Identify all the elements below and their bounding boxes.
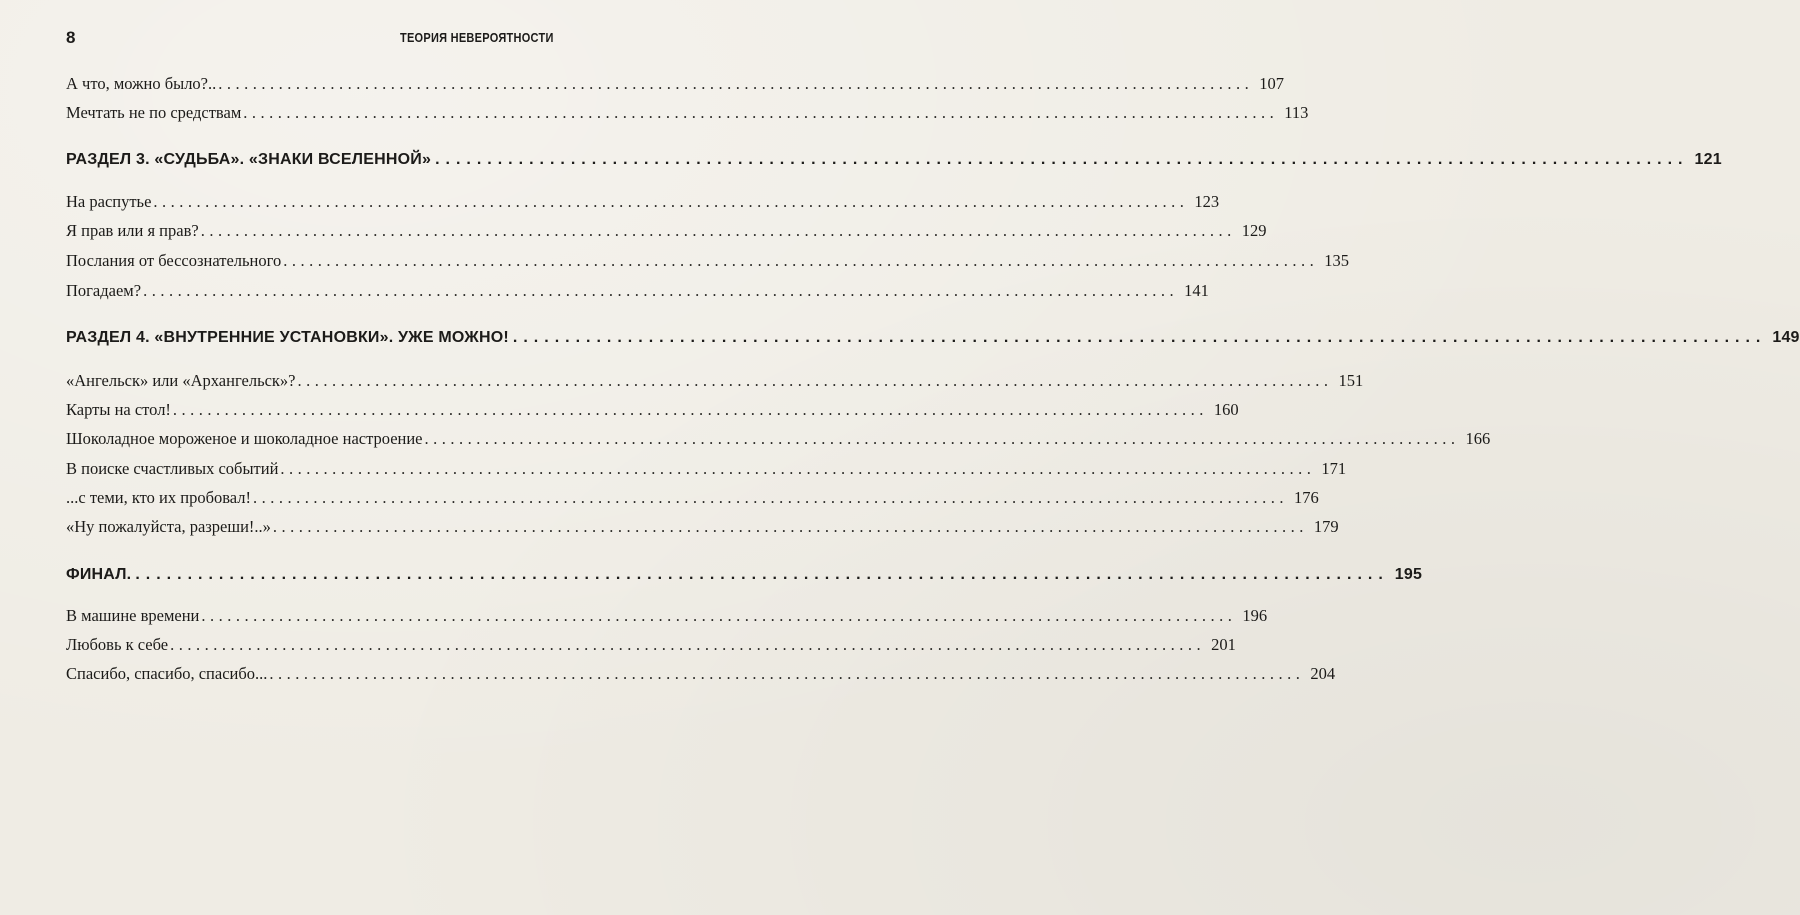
dot-leader: ........................................................................................................................ (272, 517, 1308, 536)
dot-leader: ........................................................................................................................ (172, 400, 1208, 419)
toc-entry (66, 513, 1339, 541)
section-page: 121 (1694, 151, 1722, 168)
dot-leader: ........................................................................................................................ (218, 74, 1254, 93)
section-heading (66, 145, 1722, 175)
toc-entry-page: 113 (1284, 103, 1309, 122)
dot-leader: ........................................................................................................................ (512, 329, 1767, 346)
toc-entry (66, 602, 1268, 630)
toc-entry (66, 99, 1309, 127)
toc-entry-title: Спасибо, спасибо, спасибо... (66, 664, 268, 683)
section-page: 195 (1394, 566, 1423, 583)
toc-entry (66, 455, 1347, 483)
toc-entry (66, 217, 1267, 245)
section-title: ФИНАЛ. (66, 566, 132, 583)
toc-entry (66, 396, 1239, 424)
toc-entry-title: В поиске счастливых событий (66, 459, 279, 478)
toc-entry-title: А что, можно было?.. (66, 74, 217, 93)
dot-leader: ........................................................................................................................ (200, 221, 1236, 240)
toc-entry-title: На распутье (66, 192, 152, 211)
section-heading (66, 323, 1800, 353)
toc-entry-title: Мечтать не по средствам (66, 103, 242, 122)
toc-entry-page: 179 (1313, 517, 1339, 536)
toc-entry (66, 367, 1364, 395)
dot-leader: ........................................................................................................................ (269, 664, 1305, 683)
dot-leader: ........................................................................................................................ (201, 606, 1237, 625)
toc-entry-page: 129 (1241, 221, 1267, 240)
page-number: 8 (66, 28, 76, 47)
toc-entry-page: 204 (1310, 664, 1336, 683)
toc-entry-page: 171 (1321, 459, 1347, 478)
toc-entry (66, 247, 1349, 275)
toc-entry-title: Любовь к себе (66, 635, 169, 654)
section-title: РАЗДЕЛ 3. «СУДЬБА». «ЗНАКИ ВСЕЛЕННОЙ» (66, 151, 432, 168)
toc-entry-page: 196 (1242, 606, 1268, 625)
section-heading (66, 560, 1423, 590)
toc-entry-page: 141 (1184, 281, 1209, 300)
toc-entry (66, 660, 1336, 688)
dot-leader: ........................................................................................................................ (253, 488, 1288, 507)
dot-leader: ........................................................................................................................ (170, 635, 1206, 654)
book-title: ТЕОРИЯ НЕВЕРОЯТНОСТИ (400, 31, 554, 45)
toc-entry (66, 631, 1236, 659)
toc-entry-title: Карты на стол! (66, 400, 171, 419)
toc-entry (66, 277, 1209, 305)
dot-leader: ........................................................................................................................ (435, 151, 1689, 168)
dot-leader: ........................................................................................................................ (297, 371, 1333, 390)
section-page: 149 (1772, 329, 1800, 346)
dot-leader: ........................................................................................................................ (143, 281, 1179, 300)
toc-entry-title: Погадаем? (66, 281, 142, 300)
toc-entry (66, 425, 1491, 453)
toc-entry-title: Шоколадное мороженое и шоколадное настроение (66, 429, 423, 448)
toc-entry-page: 135 (1324, 251, 1349, 270)
toc-entry-title: В машине времени (66, 606, 200, 625)
toc-entry-title: Я прав или я прав? (66, 221, 199, 240)
toc-entry (66, 70, 1285, 98)
toc-entry-page: 123 (1194, 192, 1220, 211)
toc-entry-page: 107 (1259, 74, 1285, 93)
toc-entry (66, 188, 1220, 216)
toc-entry-page: 160 (1213, 400, 1239, 419)
dot-leader: ........................................................................................................................ (153, 192, 1189, 211)
dot-leader: ........................................................................................................................ (243, 103, 1279, 122)
toc-entry-title: ...с теми, кто их пробовал! (66, 488, 251, 507)
toc-entry-page: 201 (1211, 635, 1236, 654)
section-title: РАЗДЕЛ 4. «ВНУТРЕННИЕ УСТАНОВКИ». УЖЕ МОЖНО! (66, 329, 509, 346)
toc-entry-page: 166 (1465, 429, 1491, 448)
toc-entry-title: «Ангельск» или «Архангельск»? (66, 371, 296, 390)
toc-entry-page: 151 (1338, 371, 1364, 390)
dot-leader: ........................................................................................................................ (424, 429, 1460, 448)
running-head (66, 26, 554, 50)
dot-leader: ........................................................................................................................ (283, 251, 1319, 270)
toc-entry (66, 484, 1319, 512)
toc-entry-title: «Ну пожалуйста, разреши!..» (66, 517, 271, 536)
dot-leader: ........................................................................................................................ (280, 459, 1316, 478)
toc-entry-page: 176 (1294, 488, 1319, 507)
dot-leader: ........................................................................................................................ (135, 566, 1389, 583)
toc-entry-title: Послания от бессознательного (66, 251, 282, 270)
